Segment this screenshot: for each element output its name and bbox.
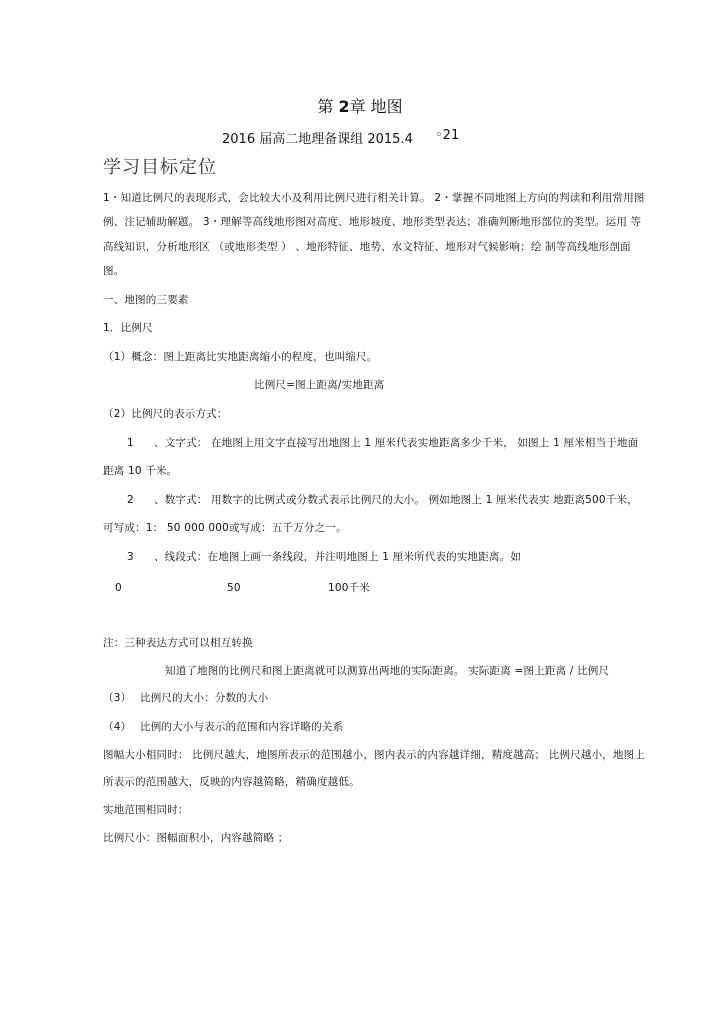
form2-number: 2 xyxy=(127,494,134,506)
objective-line: 1・知道比例尺的表现形式，会比较大小及利用比例尺进行相关计算。 2・掌握不同地图上方向的判读和利用常用图 xyxy=(103,192,645,204)
subtitle-tail: ◦21 xyxy=(435,128,460,143)
section-heading: 学习目标定位 xyxy=(103,157,217,178)
item3-number: （3） xyxy=(103,692,132,704)
form1-text-cont: 距离 10 千米。 xyxy=(103,465,178,477)
note-formula: 知道了地图的比例尺和图上距离就可以测算出两地的实际距离。 实际距离 =图上距离 / 比例尺 xyxy=(165,665,610,677)
section-title: 一、地图的三要素 xyxy=(103,294,189,306)
form3-text: 、线段式：在地图上画一条线段，并注明地图上 1 厘米所代表的实地距离。如 xyxy=(154,551,522,563)
item4-number: （4） xyxy=(103,721,132,733)
item3-text: 比例尺的大小：分数的大小 xyxy=(140,692,269,704)
forms-title: （2）比例尺的表示方式： xyxy=(103,408,228,420)
scale-bar-label: 100千米 xyxy=(328,582,371,594)
subsection-title: 1．比例尺 xyxy=(103,322,153,334)
scale-bar-label: 50 xyxy=(227,582,241,594)
item4-text: 比例的大小与表示的范围和内容详略的关系 xyxy=(140,721,344,733)
objective-line: 图。 xyxy=(103,265,125,277)
form2-text-cont: 可写成：1： 50 000 000或写成：五千万分之一。 xyxy=(103,522,347,534)
subtitle: 2016 届高二地理备课组 2015.4 xyxy=(222,132,413,147)
form1-number: 1 xyxy=(127,437,134,449)
chapter-title: 第 2章 地图 xyxy=(317,97,403,116)
scale-formula: 比例尺=图上距离/实地距离 xyxy=(254,379,385,391)
same-size-text: 图幅大小相同时： 比例尺越大，地图所表示的范围越小，图内表示的内容越详细，精度越高； 比例尺越小，地图上 xyxy=(103,749,646,761)
same-area-text: 实地范围相同时： xyxy=(103,804,189,816)
same-size-text-cont: 所表示的范围越大，反映的内容越简略，精确度越低。 xyxy=(103,776,360,788)
concept-text: （1）概念：图上距离比实地距离缩小的程度，也叫缩尺。 xyxy=(103,351,378,363)
note: 注：三种表达方式可以相互转换 xyxy=(103,637,253,649)
form3-number: 3 xyxy=(127,551,134,563)
form2-text: 、数字式： 用数字的比例式或分数式表示比例尺的大小。 例如地图上 1 厘米代表实 地距离500千米， xyxy=(154,494,638,506)
objective-line: 高线知识，分析地形区 （或地形类型 ） 、地形特征、地势、水文特征、地形对气候影响；绘 制等高线地形剖面 xyxy=(103,241,631,253)
objective-line: 例、注记辅助解题。 3・理解等高线地形图对高度、地形坡度、地形类型表达；准确判断地形部位的类型。运用 等 xyxy=(103,216,642,228)
scale-bar-label: 0 xyxy=(115,582,122,594)
small-scale-text: 比例尺小：图幅面积小，内容越简略 ； xyxy=(103,832,289,844)
form1-text: 、文字式： 在地图上用文字直接写出地图上 1 厘米代表实地距离多少千米， 如图上 1 厘米相当于地面 xyxy=(154,437,639,449)
